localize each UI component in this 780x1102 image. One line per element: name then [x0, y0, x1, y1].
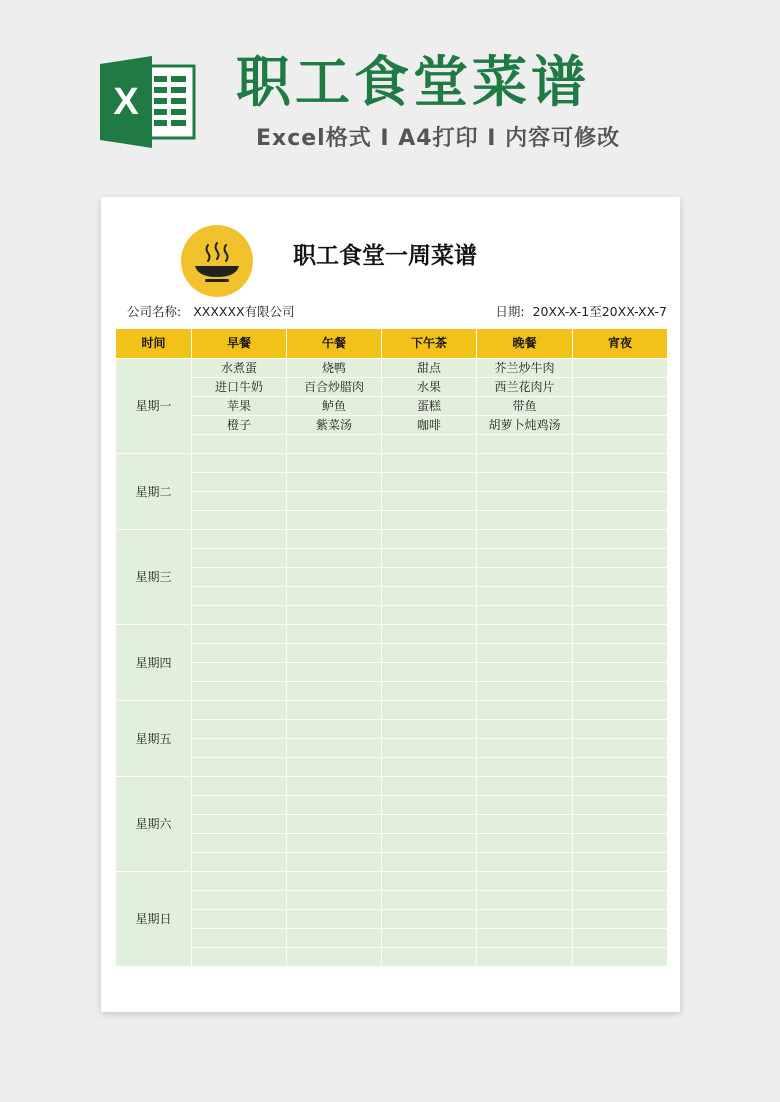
menu-cell [382, 758, 477, 777]
menu-cell [382, 644, 477, 663]
menu-cell [287, 587, 382, 606]
menu-cell [382, 834, 477, 853]
menu-cell [192, 796, 287, 815]
menu-cell [477, 454, 573, 473]
menu-cell [477, 777, 573, 796]
menu-cell [287, 815, 382, 834]
menu-cell [192, 511, 287, 530]
menu-cell [477, 891, 573, 910]
table-row [116, 948, 668, 967]
day-cell: 星期二 [116, 454, 192, 530]
menu-cell [192, 758, 287, 777]
menu-cell [382, 606, 477, 625]
menu-cell [192, 549, 287, 568]
menu-cell [477, 758, 573, 777]
table-row [116, 587, 668, 606]
table-row [116, 435, 668, 454]
menu-cell: 咖啡 [382, 416, 477, 435]
menu-cell [192, 739, 287, 758]
menu-cell: 橙子 [192, 416, 287, 435]
menu-cell [477, 796, 573, 815]
menu-cell [573, 910, 668, 929]
table-row [116, 416, 668, 435]
menu-cell [192, 910, 287, 929]
menu-cell: 苹果 [192, 397, 287, 416]
menu-cell [477, 834, 573, 853]
menu-cell [573, 777, 668, 796]
menu-cell: 百合炒腊肉 [287, 378, 382, 397]
menu-cell [573, 758, 668, 777]
menu-cell [287, 492, 382, 511]
menu-cell [192, 948, 287, 967]
menu-cell [382, 796, 477, 815]
menu-cell [382, 739, 477, 758]
menu-cell [192, 473, 287, 492]
table-row [116, 549, 668, 568]
table-row [116, 663, 668, 682]
menu-cell [573, 587, 668, 606]
day-cell: 星期日 [116, 872, 192, 967]
menu-cell [477, 948, 573, 967]
table-row [116, 872, 668, 891]
menu-cell [573, 739, 668, 758]
menu-cell [477, 625, 573, 644]
menu-cell [477, 568, 573, 587]
menu-cell [573, 473, 668, 492]
page-subtitle: Excel格式 Ⅰ A4打印 Ⅰ 内容可修改 [256, 126, 621, 151]
day-cell: 星期四 [116, 625, 192, 701]
menu-cell: 水果 [382, 378, 477, 397]
menu-cell [287, 549, 382, 568]
table-row [116, 492, 668, 511]
menu-cell [287, 511, 382, 530]
table-row [116, 397, 668, 416]
menu-cell [382, 701, 477, 720]
day-cell: 星期一 [116, 359, 192, 454]
menu-cell: 蛋糕 [382, 397, 477, 416]
menu-cell [477, 663, 573, 682]
menu-cell [477, 644, 573, 663]
menu-cell [192, 625, 287, 644]
menu-cell [287, 777, 382, 796]
menu-cell [477, 435, 573, 454]
logo-letter: X [113, 81, 139, 123]
menu-cell [287, 473, 382, 492]
menu-cell [573, 701, 668, 720]
menu-cell [477, 549, 573, 568]
table-row [116, 815, 668, 834]
menu-cell [573, 853, 668, 872]
menu-cell [192, 777, 287, 796]
menu-cell [573, 948, 668, 967]
menu-cell [477, 815, 573, 834]
table-row [116, 625, 668, 644]
menu-cell [287, 625, 382, 644]
menu-cell [382, 530, 477, 549]
table-row [116, 834, 668, 853]
table-row [116, 530, 668, 549]
column-header: 宵夜 [573, 329, 668, 359]
menu-cell [477, 511, 573, 530]
day-cell: 星期三 [116, 530, 192, 625]
menu-cell [382, 720, 477, 739]
column-header: 早餐 [192, 329, 287, 359]
menu-cell [287, 948, 382, 967]
table-row [116, 796, 668, 815]
menu-cell: 进口牛奶 [192, 378, 287, 397]
menu-cell [382, 910, 477, 929]
menu-cell [573, 492, 668, 511]
table-row [116, 511, 668, 530]
table-row [116, 359, 668, 378]
menu-cell [477, 473, 573, 492]
menu-cell [382, 948, 477, 967]
menu-cell [573, 416, 668, 435]
menu-cell [477, 739, 573, 758]
menu-cell [192, 435, 287, 454]
menu-cell [287, 853, 382, 872]
menu-cell [192, 929, 287, 948]
menu-cell [573, 454, 668, 473]
menu-cell [573, 359, 668, 378]
table-row [116, 378, 668, 397]
page-header [0, 0, 780, 190]
menu-cell [192, 530, 287, 549]
day-cell: 星期六 [116, 777, 192, 872]
menu-cell [192, 853, 287, 872]
menu-cell [573, 929, 668, 948]
menu-cell [573, 644, 668, 663]
table-row [116, 720, 668, 739]
menu-cell [477, 701, 573, 720]
menu-cell [573, 530, 668, 549]
menu-cell: 烧鸭 [287, 359, 382, 378]
menu-cell: 胡萝卜炖鸡汤 [477, 416, 573, 435]
menu-cell [477, 682, 573, 701]
menu-cell [287, 910, 382, 929]
menu-cell [477, 853, 573, 872]
menu-cell [573, 568, 668, 587]
menu-cell [382, 549, 477, 568]
menu-cell [287, 568, 382, 587]
menu-cell [192, 587, 287, 606]
day-cell: 星期五 [116, 701, 192, 777]
table-row [116, 910, 668, 929]
menu-cell [573, 511, 668, 530]
menu-cell [477, 530, 573, 549]
menu-cell [287, 701, 382, 720]
menu-cell [382, 435, 477, 454]
menu-cell: 甜点 [382, 359, 477, 378]
menu-cell [192, 834, 287, 853]
menu-cell [287, 663, 382, 682]
menu-cell [287, 834, 382, 853]
menu-cell [287, 720, 382, 739]
menu-cell [477, 872, 573, 891]
table-row [116, 473, 668, 492]
menu-cell [192, 872, 287, 891]
menu-cell [382, 492, 477, 511]
menu-cell [287, 682, 382, 701]
company-info [127, 303, 295, 321]
menu-cell [192, 682, 287, 701]
menu-cell [382, 511, 477, 530]
menu-cell [573, 815, 668, 834]
table-row [116, 929, 668, 948]
table-row [116, 701, 668, 720]
menu-cell [192, 568, 287, 587]
table-row [116, 644, 668, 663]
menu-cell [573, 435, 668, 454]
menu-cell [192, 720, 287, 739]
column-header: 午餐 [287, 329, 382, 359]
menu-cell [287, 739, 382, 758]
date-value: 20XX-X-1至20XX-XX-7 [532, 304, 667, 319]
menu-cell [287, 872, 382, 891]
menu-cell: 紫菜汤 [287, 416, 382, 435]
menu-cell [192, 663, 287, 682]
menu-table-body [116, 359, 668, 967]
menu-cell [192, 815, 287, 834]
menu-cell [382, 682, 477, 701]
menu-cell: 芥兰炒牛肉 [477, 359, 573, 378]
menu-cell [192, 891, 287, 910]
table-row [116, 568, 668, 587]
menu-cell [477, 587, 573, 606]
menu-cell: 水煮蛋 [192, 359, 287, 378]
column-header: 下午茶 [382, 329, 477, 359]
menu-cell [573, 549, 668, 568]
menu-cell [287, 891, 382, 910]
menu-cell [287, 796, 382, 815]
company-label: 公司名称: [127, 304, 182, 319]
menu-cell [382, 777, 477, 796]
menu-cell [573, 872, 668, 891]
menu-cell [192, 606, 287, 625]
menu-cell [477, 910, 573, 929]
menu-cell [287, 454, 382, 473]
table-row [116, 454, 668, 473]
page-title: 职工食堂菜谱 [236, 50, 591, 114]
menu-cell [573, 682, 668, 701]
table-row [116, 777, 668, 796]
menu-cell [192, 701, 287, 720]
menu-cell [382, 454, 477, 473]
table-header-row [116, 329, 668, 359]
menu-cell [382, 587, 477, 606]
info-row [127, 303, 667, 321]
menu-cell: 带鱼 [477, 397, 573, 416]
menu-cell [382, 853, 477, 872]
menu-cell [382, 663, 477, 682]
menu-cell [573, 834, 668, 853]
menu-cell [573, 378, 668, 397]
menu-cell [382, 815, 477, 834]
menu-cell [382, 929, 477, 948]
menu-cell [477, 929, 573, 948]
menu-table [115, 328, 668, 967]
steaming-bowl-icon [181, 225, 253, 297]
menu-cell [573, 796, 668, 815]
menu-cell [192, 644, 287, 663]
menu-cell [573, 397, 668, 416]
menu-cell [287, 435, 382, 454]
menu-sheet [101, 197, 680, 1012]
menu-cell [287, 606, 382, 625]
menu-cell [477, 606, 573, 625]
menu-cell [573, 891, 668, 910]
menu-cell [382, 473, 477, 492]
menu-cell [287, 758, 382, 777]
column-header: 晚餐 [477, 329, 573, 359]
menu-cell [382, 891, 477, 910]
menu-cell [382, 625, 477, 644]
menu-cell [573, 720, 668, 739]
menu-cell [573, 606, 668, 625]
table-row [116, 682, 668, 701]
menu-cell [287, 929, 382, 948]
menu-cell [573, 663, 668, 682]
excel-logo-icon [100, 56, 198, 148]
menu-cell: 鲈鱼 [287, 397, 382, 416]
menu-cell [477, 720, 573, 739]
company-value: XXXXXX有限公司 [193, 304, 295, 319]
menu-cell [192, 454, 287, 473]
table-row [116, 758, 668, 777]
table-row [116, 606, 668, 625]
column-header: 时间 [116, 329, 192, 359]
menu-cell [477, 492, 573, 511]
date-label: 日期: [495, 304, 525, 319]
menu-cell [287, 644, 382, 663]
table-row [116, 891, 668, 910]
date-info [495, 303, 667, 321]
table-row [116, 853, 668, 872]
menu-cell [192, 492, 287, 511]
sheet-title: 职工食堂一周菜谱 [293, 243, 477, 269]
menu-cell [573, 625, 668, 644]
menu-cell [382, 568, 477, 587]
menu-cell [287, 530, 382, 549]
table-row [116, 739, 668, 758]
menu-cell: 西兰花肉片 [477, 378, 573, 397]
menu-cell [382, 872, 477, 891]
